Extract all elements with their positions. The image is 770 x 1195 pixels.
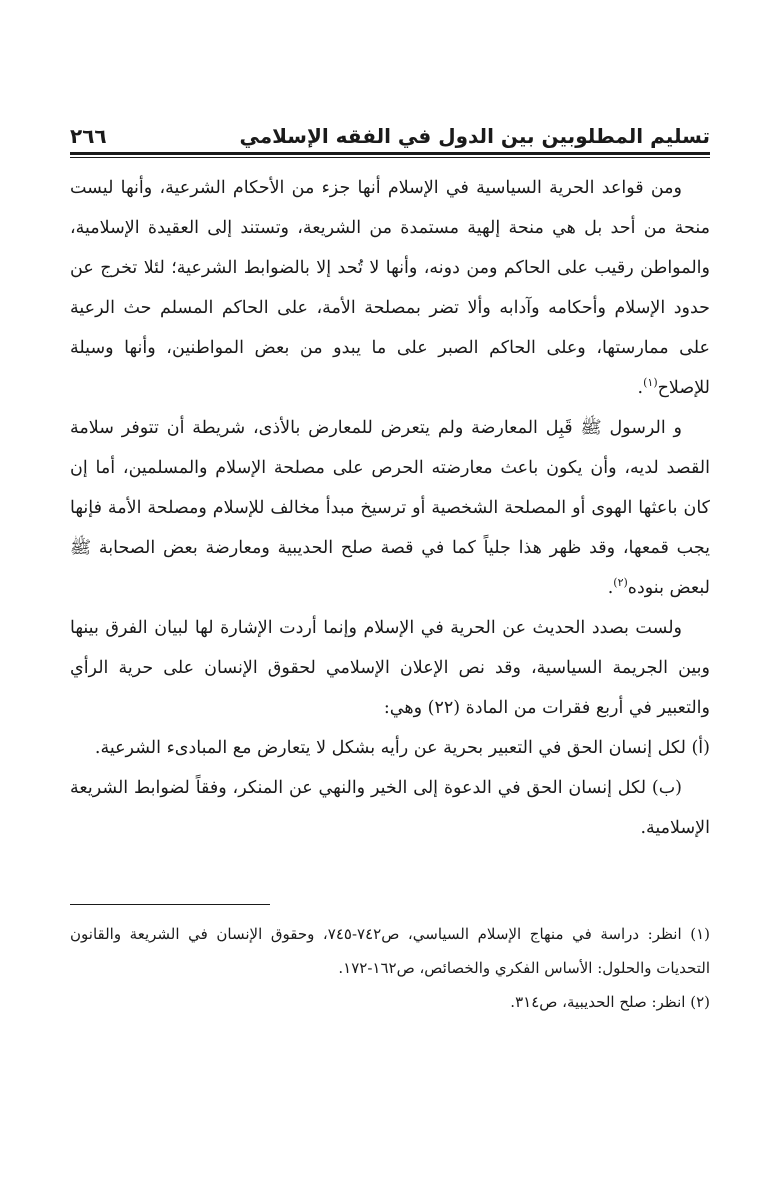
page-header	[70, 112, 710, 148]
body-text	[70, 168, 710, 848]
footnote-separator	[70, 904, 270, 905]
list-item: (ب) لكل إنسان الحق في الدعوة إلى الخير والنهي عن المنكر، وفقاً لضوابط الشريعة الإسلامية.	[70, 778, 710, 838]
footnote-ref: (٢)	[613, 576, 628, 590]
footnotes	[70, 917, 710, 1019]
paragraph	[70, 408, 710, 608]
footnote-ref: (١)	[643, 376, 658, 390]
paragraph	[70, 168, 710, 408]
footnote: (٢) انظر: صلح الحديبية، ص٣١٤.	[510, 993, 710, 1011]
footnote: (١) انظر: دراسة في منهاج الإسلام السياسي، ص٧٤٢-٧٤٥، وحقوق الإنسان في الشريعة والقانون التحديات والحلول: الأساس الفكري والخصائص، ص١٦٢-١٧٢.	[70, 925, 710, 977]
paragraph: ولست بصدد الحديث عن الحرية في الإسلام وإنما أردت الإشارة لها لبيان الفرق بينها وبين الجريمة السياسية، وقد نص الإعلان الإسلامي لحقوق الإنسان على حرية الرأي والتعبير في أربع فقرات من المادة (٢٢) وهي:	[70, 618, 710, 718]
header-rule-thin	[70, 157, 710, 158]
page-number: ٢٦٦	[70, 124, 107, 148]
running-title: تسليم المطلوبين بين الدول في الفقه الإسلامي	[239, 124, 710, 148]
book-page	[70, 112, 710, 1019]
paragraph-text: ومن قواعد الحرية السياسية في الإسلام أنها جزء من الأحكام الشرعية، وأنها ليست منحة من أحد بل هي منحة إلهية مستمدة من الشريعة، وتستند إلى العقيدة الإسلامية، والمواطن رقيب على الحاكم ومن دونه، وأنها لا تُحد إلا بالضوابط الشرعية؛ لئلا تخرج عن حدود الإسلام وأحكامه وآدابه وألا تضر بمصلحة الأمة، على الحاكم المسلم حث الرعية على ممارستها، وعلى الحاكم الصبر على ما يبدو من بعض المواطنين، وأنها وسيلة للإصلاح	[70, 178, 710, 398]
header-rule-thick	[70, 152, 710, 155]
paragraph-text: و الرسول ﷺ قَبِل المعارضة ولم يتعرض للمعارض بالأذى، شريطة أن تتوفر سلامة القصد لديه، وأن يكون باعث معارضته الحرص على مصلحة الإسلام والمسلمين، أما إن كان باعثها الهوى أو المصلحة الشخصية أو ترسيخ مبدأ مخالف للإسلام ومصلحة الأمة فإنها يجب قمعها، وقد ظهر هذا جلياً كما في قصة صلح الحديبية ومعارضة بعض الصحابة ﷺ لبعض بنوده	[70, 418, 710, 598]
list-item: (أ) لكل إنسان الحق في التعبير بحرية عن رأيه بشكل لا يتعارض مع المبادىء الشرعية.	[94, 738, 710, 758]
paragraph-tail: .	[637, 378, 644, 398]
paragraph-tail: .	[607, 578, 614, 598]
